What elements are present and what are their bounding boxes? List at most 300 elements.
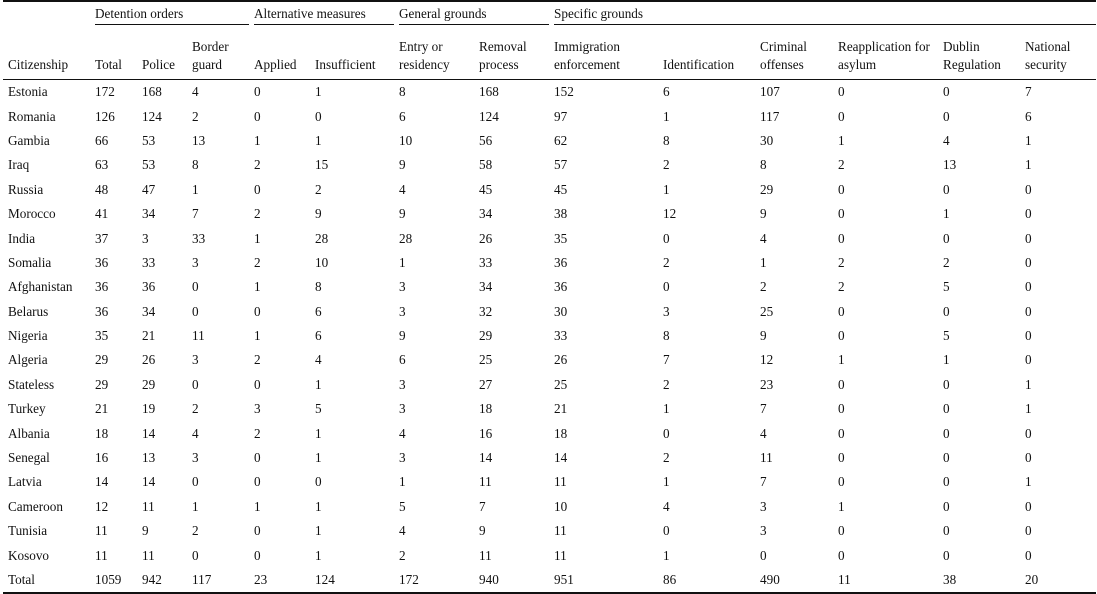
table-cell: 16 — [95, 450, 109, 466]
table-cell: 36 — [95, 279, 109, 295]
table-cell: 2 — [663, 157, 670, 173]
table-cell: 11 — [479, 474, 492, 490]
table-cell: 2 — [838, 279, 845, 295]
table-cell: 35 — [95, 328, 109, 344]
table-cell: 36 — [95, 303, 109, 319]
table-cell: 36 — [554, 279, 568, 295]
table-cell: 3 — [399, 376, 406, 392]
column-header-row — [3, 29, 1096, 80]
column-header: National security — [1020, 29, 1096, 80]
table-cell: 0 — [838, 474, 845, 490]
table-cell: 3 — [192, 352, 199, 368]
table-cell: 0 — [254, 108, 261, 124]
table-cell: 2 — [315, 181, 322, 197]
table-cell: 23 — [760, 376, 774, 392]
table-cell: 48 — [95, 181, 109, 197]
table-cell: 0 — [663, 523, 670, 539]
table-cell: 37 — [95, 230, 109, 246]
table-body — [3, 80, 1096, 594]
table-cell: 26 — [479, 230, 493, 246]
total-cell: 1059 — [90, 568, 137, 593]
table-cell: 0 — [838, 181, 845, 197]
table-cell: 2 — [838, 157, 845, 173]
table-cell: 45 — [554, 181, 568, 197]
table-cell: 1 — [838, 498, 845, 514]
table-cell: 0 — [1025, 303, 1032, 319]
table-cell: 0 — [943, 498, 950, 514]
table-cell: 1 — [663, 401, 670, 417]
table-cell: 9 — [399, 157, 406, 173]
total-cell: 172 — [394, 568, 474, 593]
table-cell: 45 — [479, 181, 493, 197]
citizenship-cell: Estonia — [8, 84, 48, 100]
total-cell: 951 — [549, 568, 658, 593]
table-cell: 18 — [554, 425, 568, 441]
citizenship-cell: Turkey — [8, 401, 46, 417]
table-cell: 41 — [95, 206, 109, 222]
group-header-general-grounds: General grounds — [394, 1, 549, 29]
table-cell: 4 — [192, 84, 199, 100]
table-cell: 16 — [479, 425, 493, 441]
table-cell: 14 — [95, 474, 109, 490]
table-cell: 4 — [315, 352, 322, 368]
table-cell: 21 — [554, 401, 568, 417]
table-cell: 0 — [315, 474, 322, 490]
table-cell: 0 — [838, 547, 845, 563]
citizenship-cell: Nigeria — [8, 328, 48, 344]
table-cell: 0 — [663, 279, 670, 295]
column-header: Total — [90, 29, 137, 80]
column-header: Insufficient — [310, 29, 394, 80]
table-cell: 2 — [254, 206, 261, 222]
table-cell: 8 — [192, 157, 199, 173]
table-cell: 0 — [192, 474, 199, 490]
table-cell: 6 — [663, 84, 670, 100]
table-cell: 13 — [943, 157, 957, 173]
table-cell: 1 — [943, 206, 950, 222]
table-cell: 4 — [399, 523, 406, 539]
table-row — [3, 251, 1096, 275]
table-cell: 3 — [399, 450, 406, 466]
table-cell: 124 — [479, 108, 499, 124]
table-cell: 15 — [315, 157, 329, 173]
table-cell: 1 — [760, 254, 767, 270]
table-cell: 0 — [943, 523, 950, 539]
table-cell: 0 — [1025, 254, 1032, 270]
table-cell: 2 — [192, 401, 199, 417]
citizenship-cell: Iraq — [8, 157, 30, 173]
table-cell: 8 — [760, 157, 767, 173]
table-cell: 1 — [663, 547, 670, 563]
table-cell: 2 — [254, 352, 261, 368]
citizenship-cell: Somalia — [8, 254, 52, 270]
group-header-spacer — [3, 1, 90, 29]
table-cell: 28 — [399, 230, 413, 246]
table-cell: 6 — [399, 352, 406, 368]
table-cell: 6 — [315, 303, 322, 319]
table-cell: 6 — [399, 108, 406, 124]
table-cell: 0 — [1025, 523, 1032, 539]
table-cell: 117 — [760, 108, 780, 124]
table-cell: 0 — [838, 84, 845, 100]
table-cell: 0 — [663, 425, 670, 441]
table-cell: 29 — [142, 376, 156, 392]
table-cell: 62 — [554, 132, 568, 148]
total-label-cell: Total — [3, 568, 90, 593]
table-cell: 25 — [554, 376, 568, 392]
table-cell: 9 — [760, 328, 767, 344]
table-cell: 2 — [254, 254, 261, 270]
table-row — [3, 275, 1096, 299]
table-cell: 3 — [399, 279, 406, 295]
table-row — [3, 153, 1096, 177]
table-row — [3, 397, 1096, 421]
table-cell: 1 — [192, 498, 199, 514]
table-cell: 9 — [142, 523, 149, 539]
citizenship-cell: Latvia — [8, 474, 42, 490]
table-cell: 0 — [943, 181, 950, 197]
table-cell: 34 — [479, 206, 493, 222]
total-cell: 940 — [474, 568, 549, 593]
citizenship-cell: Belarus — [8, 303, 49, 319]
table-cell: 4 — [760, 425, 767, 441]
table-cell: 152 — [554, 84, 574, 100]
table-cell: 0 — [192, 303, 199, 319]
table-row — [3, 80, 1096, 105]
table-row — [3, 129, 1096, 153]
table-row — [3, 519, 1096, 543]
table-cell: 12 — [663, 206, 677, 222]
table-cell: 3 — [142, 230, 149, 246]
table-cell: 1 — [315, 376, 322, 392]
table-cell: 0 — [838, 108, 845, 124]
table-cell: 1 — [1025, 157, 1032, 173]
table-cell: 26 — [554, 352, 568, 368]
table-cell: 13 — [192, 132, 206, 148]
table-cell: 1 — [663, 474, 670, 490]
citizenship-cell: Senegal — [8, 450, 50, 466]
citizenship-cell: Russia — [8, 181, 44, 197]
citizenship-cell: Morocco — [8, 206, 56, 222]
table-cell: 11 — [554, 547, 567, 563]
column-header: Removal process — [474, 29, 549, 80]
column-header: Reapplication for asylum — [833, 29, 938, 80]
detention-table-container — [3, 0, 1096, 594]
table-cell: 3 — [192, 450, 199, 466]
table-cell: 1 — [943, 352, 950, 368]
group-header-alternative-measures: Alternative measures — [249, 1, 394, 29]
table-cell: 11 — [554, 474, 567, 490]
table-cell: 7 — [1025, 84, 1032, 100]
table-cell: 36 — [95, 254, 109, 270]
table-cell: 1 — [254, 279, 261, 295]
table-cell: 1 — [192, 181, 199, 197]
total-cell: 86 — [658, 568, 755, 593]
table-cell: 11 — [142, 547, 155, 563]
table-cell: 0 — [1025, 498, 1032, 514]
table-cell: 2 — [254, 425, 261, 441]
table-cell: 2 — [663, 254, 670, 270]
citizenship-cell: India — [8, 230, 36, 246]
table-cell: 0 — [192, 547, 199, 563]
table-cell: 0 — [663, 230, 670, 246]
table-cell: 4 — [943, 132, 950, 148]
table-cell: 1 — [1025, 376, 1032, 392]
table-cell: 0 — [1025, 425, 1032, 441]
table-cell: 9 — [760, 206, 767, 222]
table-cell: 168 — [479, 84, 499, 100]
table-cell: 8 — [663, 132, 670, 148]
table-cell: 35 — [554, 230, 568, 246]
table-cell: 0 — [760, 547, 767, 563]
table-cell: 30 — [554, 303, 568, 319]
table-cell: 4 — [399, 425, 406, 441]
table-row — [3, 348, 1096, 372]
detention-statistics-table — [3, 0, 1096, 594]
table-cell: 0 — [254, 474, 261, 490]
table-cell: 2 — [943, 254, 950, 270]
table-cell: 0 — [943, 230, 950, 246]
table-cell: 3 — [760, 498, 767, 514]
citizenship-cell: Algeria — [8, 352, 48, 368]
table-cell: 8 — [315, 279, 322, 295]
table-cell: 2 — [760, 279, 767, 295]
table-cell: 9 — [399, 328, 406, 344]
citizenship-cell: Kosovo — [8, 547, 50, 563]
total-cell: 23 — [249, 568, 310, 593]
table-cell: 11 — [192, 328, 205, 344]
table-cell: 1 — [315, 547, 322, 563]
table-cell: 66 — [95, 132, 109, 148]
group-header-row — [3, 1, 1096, 29]
table-cell: 1 — [1025, 132, 1032, 148]
table-cell: 14 — [142, 425, 156, 441]
table-cell: 6 — [315, 328, 322, 344]
total-row — [3, 568, 1096, 593]
table-cell: 0 — [1025, 352, 1032, 368]
table-cell: 0 — [943, 108, 950, 124]
table-cell: 34 — [142, 206, 156, 222]
table-cell: 0 — [315, 108, 322, 124]
table-cell: 1 — [399, 254, 406, 270]
table-cell: 7 — [760, 401, 767, 417]
table-cell: 97 — [554, 108, 568, 124]
table-cell: 2 — [663, 376, 670, 392]
table-cell: 0 — [254, 523, 261, 539]
table-cell: 0 — [943, 450, 950, 466]
table-cell: 1 — [254, 230, 261, 246]
table-cell: 0 — [838, 376, 845, 392]
table-cell: 0 — [943, 401, 950, 417]
table-cell: 0 — [1025, 328, 1032, 344]
table-cell: 0 — [943, 547, 950, 563]
table-cell: 21 — [95, 401, 109, 417]
table-cell: 0 — [254, 181, 261, 197]
table-cell: 0 — [838, 328, 845, 344]
table-cell: 8 — [663, 328, 670, 344]
table-row — [3, 178, 1096, 202]
citizenship-cell: Albania — [8, 425, 50, 441]
table-cell: 11 — [95, 523, 108, 539]
table-cell: 11 — [760, 450, 773, 466]
table-cell: 0 — [943, 303, 950, 319]
total-cell: 117 — [187, 568, 249, 593]
table-cell: 1 — [315, 132, 322, 148]
citizenship-cell: Romania — [8, 108, 56, 124]
table-cell: 2 — [192, 108, 199, 124]
table-cell: 3 — [663, 303, 670, 319]
table-cell: 36 — [554, 254, 568, 270]
table-row — [3, 300, 1096, 324]
table-cell: 34 — [142, 303, 156, 319]
table-cell: 29 — [95, 376, 109, 392]
table-cell: 7 — [760, 474, 767, 490]
table-cell: 32 — [479, 303, 493, 319]
table-cell: 63 — [95, 157, 109, 173]
table-cell: 0 — [254, 303, 261, 319]
table-cell: 0 — [254, 84, 261, 100]
table-cell: 21 — [142, 328, 156, 344]
table-cell: 0 — [943, 474, 950, 490]
table-row — [3, 421, 1096, 445]
table-row — [3, 373, 1096, 397]
table-row — [3, 446, 1096, 470]
table-cell: 1 — [315, 450, 322, 466]
column-header: Citizenship — [3, 29, 90, 80]
table-cell: 124 — [142, 108, 162, 124]
column-header: Border guard — [187, 29, 249, 80]
table-cell: 4 — [192, 425, 199, 441]
table-cell: 1 — [663, 181, 670, 197]
table-cell: 53 — [142, 157, 156, 173]
citizenship-cell: Afghanistan — [8, 279, 73, 295]
group-header-detention-orders: Detention orders — [90, 1, 249, 29]
table-cell: 10 — [399, 132, 413, 148]
table-cell: 14 — [479, 450, 493, 466]
table-cell: 7 — [479, 498, 486, 514]
citizenship-cell: Gambia — [8, 132, 50, 148]
table-cell: 1 — [1025, 474, 1032, 490]
table-row — [3, 104, 1096, 128]
table-cell: 1 — [663, 108, 670, 124]
table-cell: 1 — [254, 132, 261, 148]
table-cell: 8 — [399, 84, 406, 100]
table-cell: 25 — [479, 352, 493, 368]
table-cell: 33 — [479, 254, 493, 270]
table-cell: 0 — [1025, 230, 1032, 246]
table-cell: 168 — [142, 84, 162, 100]
column-header: Criminal offenses — [755, 29, 833, 80]
table-cell: 0 — [943, 84, 950, 100]
table-cell: 2 — [192, 523, 199, 539]
table-cell: 9 — [479, 523, 486, 539]
table-cell: 126 — [95, 108, 115, 124]
table-cell: 10 — [315, 254, 329, 270]
table-cell: 26 — [142, 352, 156, 368]
table-cell: 3 — [760, 523, 767, 539]
total-cell: 38 — [938, 568, 1020, 593]
table-cell: 5 — [315, 401, 322, 417]
table-cell: 33 — [192, 230, 206, 246]
table-cell: 0 — [943, 376, 950, 392]
table-cell: 56 — [479, 132, 493, 148]
table-cell: 0 — [838, 523, 845, 539]
table-cell: 0 — [838, 206, 845, 222]
column-header: Dublin Regulation — [938, 29, 1020, 80]
citizenship-cell: Cameroon — [8, 498, 63, 514]
column-header: Identification — [658, 29, 755, 80]
table-cell: 13 — [142, 450, 156, 466]
table-cell: 0 — [838, 230, 845, 246]
table-cell: 38 — [554, 206, 568, 222]
table-cell: 0 — [838, 401, 845, 417]
table-cell: 1 — [315, 425, 322, 441]
table-cell: 34 — [479, 279, 493, 295]
total-cell: 20 — [1020, 568, 1096, 593]
table-cell: 5 — [943, 279, 950, 295]
table-cell: 18 — [95, 425, 109, 441]
table-cell: 18 — [479, 401, 493, 417]
table-cell: 0 — [192, 279, 199, 295]
table-cell: 11 — [142, 498, 155, 514]
table-cell: 3 — [399, 401, 406, 417]
table-cell: 29 — [479, 328, 493, 344]
table-cell: 0 — [192, 376, 199, 392]
column-header: Entry or residency — [394, 29, 474, 80]
table-cell: 0 — [1025, 279, 1032, 295]
table-cell: 2 — [663, 450, 670, 466]
citizenship-cell: Stateless — [8, 376, 55, 392]
table-cell: 0 — [838, 450, 845, 466]
column-header: Police — [137, 29, 187, 80]
table-cell: 0 — [1025, 450, 1032, 466]
table-cell: 3 — [192, 254, 199, 270]
table-cell: 25 — [760, 303, 774, 319]
table-cell: 0 — [1025, 547, 1032, 563]
table-cell: 14 — [554, 450, 568, 466]
total-cell: 490 — [755, 568, 833, 593]
table-cell: 10 — [554, 498, 568, 514]
table-cell: 11 — [554, 523, 567, 539]
table-cell: 57 — [554, 157, 568, 173]
table-cell: 4 — [663, 498, 670, 514]
total-cell: 942 — [137, 568, 187, 593]
table-cell: 29 — [760, 181, 774, 197]
table-cell: 47 — [142, 181, 156, 197]
table-cell: 1 — [838, 132, 845, 148]
table-cell: 3 — [399, 303, 406, 319]
total-cell: 11 — [833, 568, 938, 593]
table-cell: 1 — [399, 474, 406, 490]
table-row — [3, 543, 1096, 567]
table-cell: 2 — [254, 157, 261, 173]
table-cell: 2 — [399, 547, 406, 563]
table-cell: 27 — [479, 376, 493, 392]
table-cell: 1 — [315, 523, 322, 539]
table-cell: 9 — [315, 206, 322, 222]
table-cell: 53 — [142, 132, 156, 148]
table-cell: 30 — [760, 132, 774, 148]
table-cell: 1 — [254, 328, 261, 344]
table-cell: 0 — [254, 450, 261, 466]
table-cell: 1 — [254, 498, 261, 514]
table-cell: 33 — [554, 328, 568, 344]
table-row — [3, 226, 1096, 250]
table-cell: 0 — [838, 303, 845, 319]
table-cell: 4 — [399, 181, 406, 197]
table-cell: 9 — [399, 206, 406, 222]
table-row — [3, 324, 1096, 348]
